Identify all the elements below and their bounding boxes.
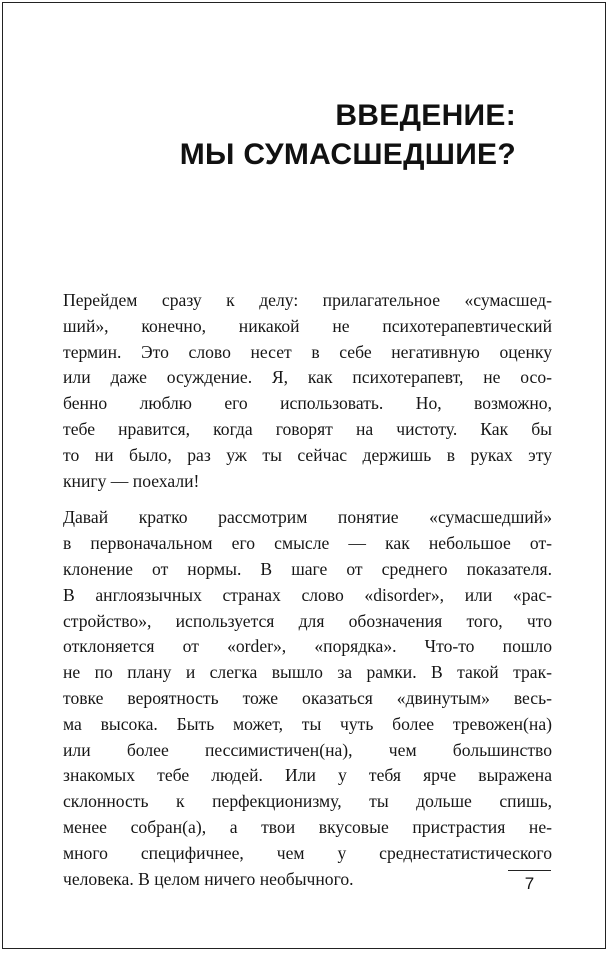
text-line: бенно люблю его использовать. Но, возможно, <box>63 393 552 414</box>
text-line: стройство», используется для обозначения того, что <box>63 610 552 631</box>
text-line: отклоняется от «order», «порядка». Что-то пошло <box>63 636 552 657</box>
text-line: много специфичнее, чем у среднестатистического <box>63 842 552 863</box>
text-line: термин. Это слово несет в себе негативную оценку <box>63 341 552 362</box>
text-line: В англоязычных странах слово «disorder», или «рас- <box>63 584 552 605</box>
body-text <box>63 288 552 892</box>
text-line: человека. В целом ничего необычного. <box>63 868 354 889</box>
paragraph-1 <box>63 288 552 494</box>
text-line: знакомых тебе людей. Или у тебя ярче выражена <box>63 765 552 786</box>
text-line: ма высока. Быть может, ты чуть более тревожен(на) <box>63 713 552 734</box>
chapter-title <box>180 96 516 174</box>
text-line: тебе нравится, когда говорят на чистоту. Как бы <box>63 418 552 439</box>
text-line: менее собран(а), а твои вкусовые пристрастия не- <box>63 816 552 837</box>
text-line: или даже осуждение. Я, как психотерапевт, не осо- <box>63 367 552 388</box>
text-line: или более пессимистичен(на), чем большинство <box>63 739 552 760</box>
chapter-title-line-2: МЫ СУМАСШЕДШИЕ? <box>179 138 516 171</box>
text-line: клонение от нормы. В шаге от среднего показателя. <box>63 558 552 579</box>
text-line: в первоначальном его смысле — как небольшое от- <box>63 533 552 554</box>
text-line: склонность к перфекционизму, ты дольше спишь, <box>63 791 552 812</box>
page-number: 7 <box>524 874 535 893</box>
text-line: товке вероятность тоже оказаться «двинутым» весь- <box>63 687 552 708</box>
chapter-title-line-1: ВВЕДЕНИЕ: <box>335 99 516 132</box>
text-line: Перейдем сразу к делу: прилагательное «сумасшед- <box>63 290 552 310</box>
text-line: то ни было, раз уж ты сейчас держишь в руках эту <box>63 444 552 465</box>
text-line: не по плану и слегка вышло за рамки. В такой трак- <box>63 662 552 683</box>
paragraph-2 <box>63 505 552 892</box>
text-line: Давай кратко рассмотрим понятие «сумасшедший» <box>63 507 552 528</box>
page-number-rule <box>508 870 551 871</box>
text-line: ший», конечно, никакой не психотерапевтический <box>63 315 552 336</box>
text-line: книгу — поехали! <box>63 470 200 491</box>
